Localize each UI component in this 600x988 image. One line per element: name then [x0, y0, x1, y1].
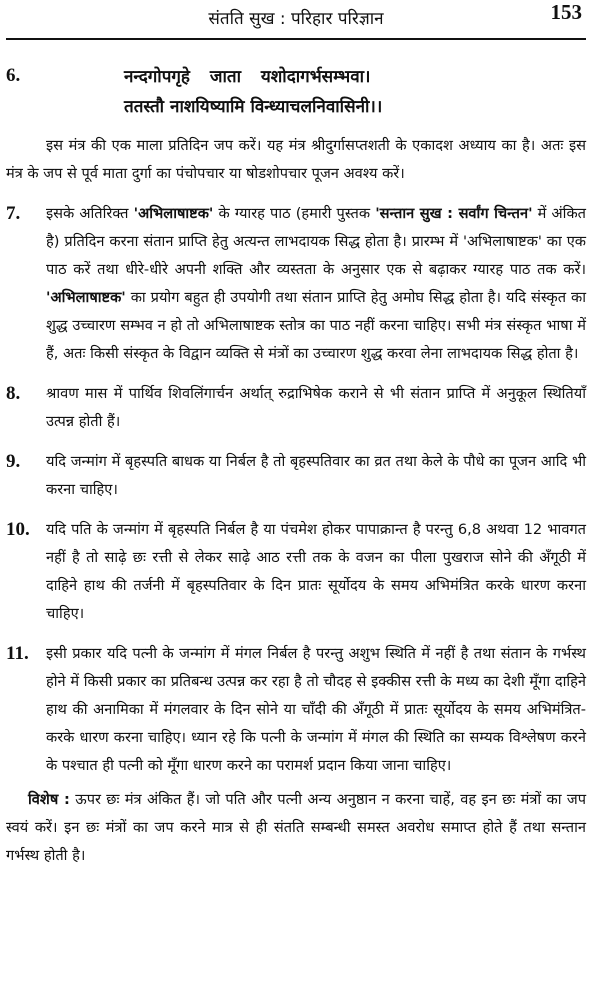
item-text: यदि जन्मांग में बृहस्पति बाधक या निर्बल है तो बृहस्पतिवार का व्रत तथा केले के पौधे का पूजन आदि भी करना चाहिए। [46, 453, 586, 498]
item-number: 9. [6, 451, 21, 472]
item-number: 7. [6, 203, 21, 224]
list-item-11 [6, 640, 586, 780]
item-number: 8. [6, 383, 21, 404]
item-number: 10. [6, 519, 30, 540]
bold-book-title: 'सन्तान सुख : सर्वांग चिन्तन' [375, 205, 533, 222]
paragraph-mantra-instructions: इस मंत्र की एक माला प्रतिदिन जप करें। यह मंत्र श्रीदुर्गासप्तशती के एकादश अध्याय का है। अतः इस मंत्र के जप से पूर्व माता दुर्गा का पंचोपचार या षोडशोपचार पूजन अवश्य करें। [6, 137, 586, 182]
special-note [6, 786, 586, 870]
item-text: इसी प्रकार यदि पत्नी के जन्मांग में मंगल निर्बल है परन्तु अशुभ स्थिति में नहीं है तथा संतान के गर्भस्थ होने में किसी प्रकार का प्रतिबन्ध उत्पन्न कर रहा है तो चौदह से इक्कीस रत्ती के मध्य का देशी मूँगा दाहिने हाथ की अनामिका में मंगलवार के दिन सोने या चाँदी की अँगूठी में प्रातः सूर्योदय के समय अभिमंत्रित-करके धारण करना चाहिए। ध्यान रहे कि पत्नी के जन्मांग में मंगल की स्थिति का सम्यक विश्लेषण करने के पश्चात ही पत्नी को मूँगा धारण करने का परामर्श प्रदान किया जाना चाहिए। [46, 645, 586, 774]
list-item-7 [6, 200, 586, 368]
list-item-9 [6, 448, 586, 504]
text-run: के ग्यारह पाठ (हमारी पुस्तक [213, 205, 376, 222]
mantra-verse [46, 62, 586, 122]
text-run: का प्रयोग बहुत ही उपयोगी तथा संतान प्राप्ति हेतु अमोघ सिद्ध होता है। यदि संस्कृत का शुद्ध उच्चारण सम्भव न हो तो अभिलाषाष्टक स्तोत्र का पाठ नहीं करना चाहिए। सभी मंत्र संस्कृत भाषा में हैं, अतः किसी संस्कृत के विद्वान व्यक्ति से मंत्रों का उच्चारण शुद्ध करवा लेना लाभदायक सिद्ध होता है। [46, 289, 586, 362]
item-text [46, 200, 586, 368]
item-number: 11. [6, 643, 29, 664]
header-rule [6, 38, 586, 40]
bold-term: 'अभिलाषाष्टक' [133, 205, 214, 222]
text-run: इसके अतिरिक्त [46, 205, 134, 222]
list-item-10 [6, 516, 586, 628]
page-number: 153 [550, 0, 582, 24]
item-text: यदि पति के जन्मांग में बृहस्पति निर्बल है या पंचमेश होकर पापाक्रान्त है परन्तु 6,8 अथवा 12 भावगत नहीं है तो साढ़े छः रत्ती से लेकर साढ़े आठ रत्ती तक के वजन का पीला पुखराज सोने की अँगूठी में दाहिने हाथ की तर्जनी में बृहस्पतिवार के दिन प्रातः सूर्योदय के समय अभिमंत्रित करके धारण करना चाहिए। [46, 521, 586, 622]
list-item-6 [6, 62, 586, 122]
verse-line-2: ततस्तौ नाशयिष्यामि विन्ध्याचलनिवासिनी।। [124, 97, 383, 117]
bold-term: 'अभिलाषाष्टक' [46, 289, 126, 306]
page-header [6, 0, 586, 38]
list-item-8 [6, 380, 586, 436]
item-number: 6. [6, 65, 21, 86]
verse-line-1: नन्दगोपगृहे जाता यशोदागर्भसम्भवा। [124, 67, 371, 87]
running-title: संतति सुख : परिहार परिज्ञान [208, 9, 384, 29]
special-text: ऊपर छः मंत्र अंकित हैं। जो पति और पत्नी अन्य अनुष्ठान न करना चाहें, वह इन छः मंत्रों का जप स्वयं करें। इन छः मंत्रों का जप करने मात्र से ही संतति सम्बन्धी समस्त अवरोध समाप्त होते हैं तथा सन्तान गर्भस्थ होती है। [6, 791, 587, 864]
text-run: में अंकित है) प्रतिदिन करना संतान प्राप्ति हेतु अत्यन्त लाभदायक सिद्ध होता है। प्रारम्भ में 'अभिलाषाष्टक' का एक पाठ करें तथा धीरे-धीरे अपनी शक्ति और व्यस्तता के अनुसार एक से बढ़ाकर ग्यारह पाठ तक करें। [46, 205, 586, 278]
special-label: विशेष : [28, 791, 70, 808]
item-text: श्रावण मास में पार्थिव शिवलिंगार्चन अर्थात् रुद्राभिषेक कराने से भी संतान प्राप्ति में अनुकूल स्थितियाँ उत्पन्न होती हैं। [46, 385, 586, 430]
